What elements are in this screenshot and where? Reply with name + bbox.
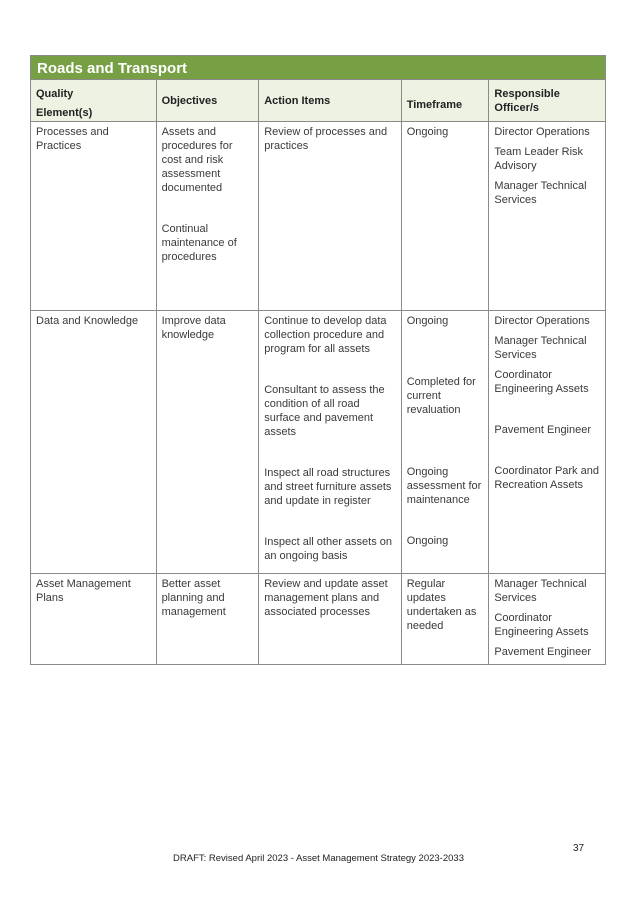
objectives-cell <box>156 122 259 310</box>
header-quality-elements <box>31 80 156 121</box>
timeframe-cell <box>401 311 489 573</box>
timeframe-text: Ongoing <box>406 315 449 327</box>
timeframe-cell <box>401 574 489 664</box>
header-objectives: Objectives <box>156 80 259 121</box>
action-text: Review of processes and practices <box>264 126 388 152</box>
officers-cell <box>488 122 605 310</box>
action-text: Inspect all road structures and street furniture assets and update in register <box>264 467 392 507</box>
actions-cell <box>258 122 401 310</box>
officer-text: Pavement Engineer <box>494 424 592 436</box>
officer-text: Director Operations <box>494 126 590 138</box>
officer-text: Manager Technical Services <box>494 335 587 361</box>
officer-text: Team Leader Risk Advisory <box>494 146 584 172</box>
page-number: 37 <box>573 843 585 854</box>
timeframe-cell <box>401 122 489 310</box>
officer-text: Director Operations <box>494 315 590 327</box>
header-action-items: Action Items <box>258 80 401 121</box>
officer-text: Pavement Engineer <box>494 646 592 658</box>
objective-text: Continual maintenance of procedures <box>161 223 237 263</box>
timeframe-text: Regular updates undertaken as needed <box>406 578 477 632</box>
timeframe-text: Ongoing <box>406 535 449 547</box>
actions-cell <box>258 311 401 573</box>
officer-text: Coordinator Engineering Assets <box>494 369 589 395</box>
actions-cell <box>258 574 401 664</box>
footer-text: DRAFT: Revised April 2023 - Asset Management Strategy 2023-2033 <box>173 853 464 864</box>
roads-transport-table <box>30 55 606 665</box>
header-quality-line2: Element(s) <box>36 107 93 119</box>
officers-cell <box>488 311 605 573</box>
objectives-cell <box>156 574 259 664</box>
table-title: Roads and Transport <box>31 56 605 80</box>
header-responsible: Responsible Officer/s <box>488 80 605 121</box>
table-row <box>31 310 605 573</box>
officer-text: Coordinator Engineering Assets <box>494 612 589 638</box>
action-text: Continue to develop data collection procedure and program for all assets <box>264 315 387 355</box>
timeframe-text: Ongoing <box>406 126 449 138</box>
action-text: Inspect all other assets on an ongoing basis <box>264 536 392 562</box>
table-header-row <box>31 80 605 121</box>
timeframe-text: Completed for current revaluation <box>406 376 476 416</box>
officers-cell <box>488 574 605 664</box>
table-row <box>31 121 605 310</box>
objectives-cell <box>156 311 259 573</box>
table-row <box>31 573 605 664</box>
quality-cell: Asset Management Plans <box>36 578 131 604</box>
header-quality-line1: Quality <box>36 88 74 100</box>
objective-text: Assets and procedures for cost and risk assessment documented <box>161 126 233 194</box>
officer-text: Manager Technical Services <box>494 578 587 604</box>
header-timeframe: Timeframe <box>401 80 489 121</box>
action-text: Consultant to assess the condition of all road surface and pavement assets <box>264 384 385 438</box>
quality-cell: Data and Knowledge <box>36 315 139 327</box>
timeframe-text: Ongoing assessment for maintenance <box>406 466 482 506</box>
action-text: Review and update asset management plans and associated processes <box>264 578 388 618</box>
officer-text: Coordinator Park and Recreation Assets <box>494 465 599 491</box>
officer-text: Manager Technical Services <box>494 180 587 206</box>
objective-text: Better asset planning and management <box>161 578 226 618</box>
quality-cell: Processes and Practices <box>36 126 109 152</box>
objective-text: Improve data knowledge <box>161 315 226 341</box>
